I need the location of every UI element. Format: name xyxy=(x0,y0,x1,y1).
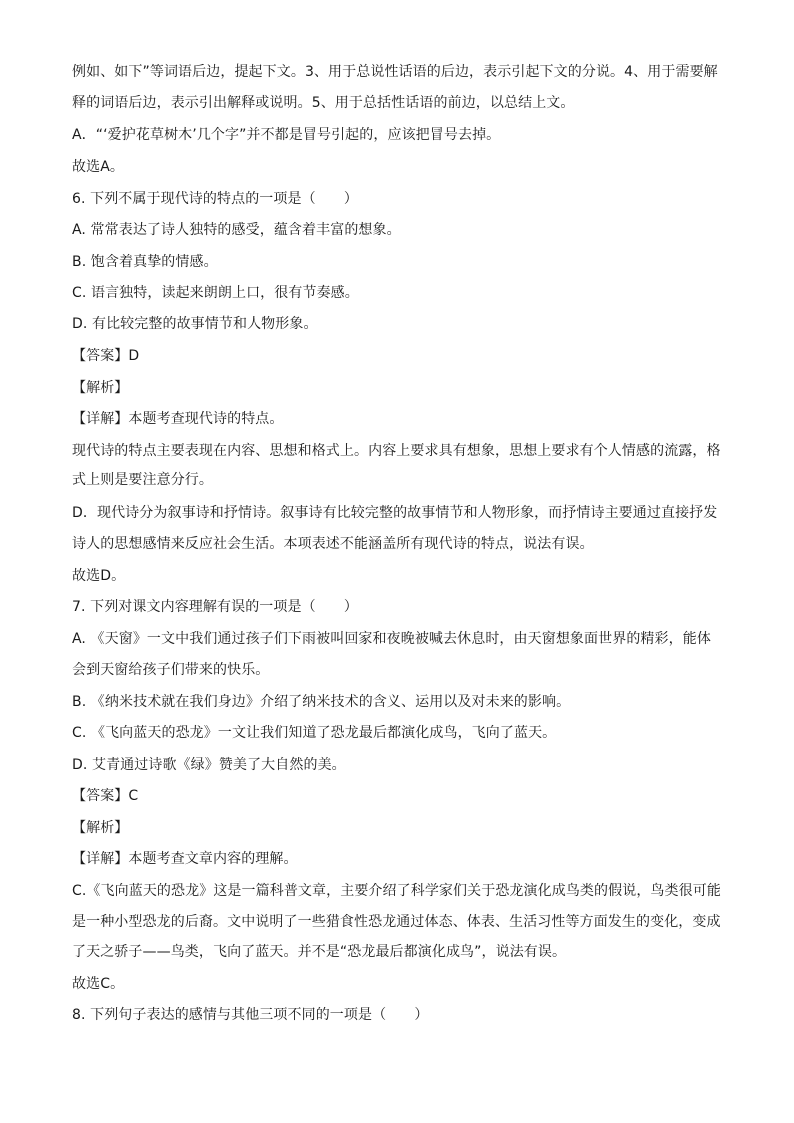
question-6-answer: 【答案】D xyxy=(72,348,140,364)
question-8-stem: 8. 下列句子表达的感情与其他三项不同的一项是（ ） xyxy=(72,1007,429,1023)
question-7-analysis-label: 【解析】 xyxy=(72,820,129,836)
question-6-option-c: C. 语言独特，读起来朗朗上口，很有节奏感。 xyxy=(72,285,359,301)
question-7-option-d: D. 艾青通过诗歌《绿》赞美了大自然的美。 xyxy=(72,757,346,773)
question-6-detail: 【详解】本题考查现代诗的特点。 xyxy=(72,411,284,427)
question-6-stem: 6. 下列不属于现代诗的特点的一项是（ ） xyxy=(72,191,359,207)
text-line-1: 例如、如下”等词语后边，提起下文。3、用于总说性话语的后边，表示引起下文的分说。4、用于需要解 xyxy=(72,64,718,80)
text-line-2: 释的词语后边，表示引出解释或说明。5、用于总括性话语的前边，以总结上文。 xyxy=(72,95,575,111)
question-7-conclusion: 故选C。 xyxy=(72,976,125,992)
text-line-13: 现代诗的特点主要表现在内容、思想和格式上。内容上要求具有想象，思想上要求有个人情感的流露，格 xyxy=(72,443,721,459)
question-6-option-d: D. 有比较完整的故事情节和人物形象。 xyxy=(72,316,318,332)
question-7-option-a: A. 《天窗》一文中我们通过孩子们下雨被叫回家和夜晚被喊去休息时，由天窗想象面世界的精彩，能体 xyxy=(72,631,711,647)
text-line-16: 诗人的思想感情来反应社会生活。本项表述不能涵盖所有现代诗的特点，说法有误。 xyxy=(72,536,594,552)
question-6-analysis-label: 【解析】 xyxy=(72,380,129,396)
question-7-option-c: C. 《飞向蓝天的恐龙》一文让我们知道了恐龙最后都演化成鸟，飞向了蓝天。 xyxy=(72,725,557,741)
text-line-4: 故选A。 xyxy=(72,159,124,175)
question-6-option-a: A. 常常表达了诗人独特的感受，蕴含着丰富的想象。 xyxy=(72,222,401,238)
question-6-option-b: B. 饱含着真挚的情感。 xyxy=(72,254,218,270)
question-7-detail: 【详解】本题考查文章内容的理解。 xyxy=(72,851,298,867)
text-line-3: A．“‘爱护花草树木’几个字”并不都是冒号引起的，应该把冒号去掉。 xyxy=(72,127,501,143)
question-7-option-b: B. 《纳米技术就在我们身边》介绍了纳米技术的含义、运用以及对未来的影响。 xyxy=(72,694,571,710)
text-line-27: C.《飞向蓝天的恐龙》这是一篇科普文章，主要介绍了科学家们关于恐龙演化成鸟类的假说，鸟类很可能 xyxy=(72,883,721,899)
text-line-29: 了天之骄子——鸟类，飞向了蓝天。并不是“恐龙最后都演化成鸟”，说法有误。 xyxy=(72,944,567,960)
text-line-15: D．现代诗分为叙事诗和抒情诗。叙事诗有比较完整的故事情节和人物形象，而抒情诗主要通过直接抒发 xyxy=(72,505,718,521)
question-6-conclusion: 故选D。 xyxy=(72,568,126,584)
text-line-28: 是一种小型恐龙的后裔。文中说明了一些猎食性恐龙通过体态、体表、生活习性等方面发生的变化，变成 xyxy=(72,914,721,930)
question-7-stem: 7. 下列对课文内容理解有误的一项是（ ） xyxy=(72,599,359,615)
question-7-option-a-cont: 会到天窗给孩子们带来的快乐。 xyxy=(72,662,270,678)
text-line-14: 式上则是要注意分行。 xyxy=(72,472,213,488)
question-7-answer: 【答案】C xyxy=(72,788,139,804)
